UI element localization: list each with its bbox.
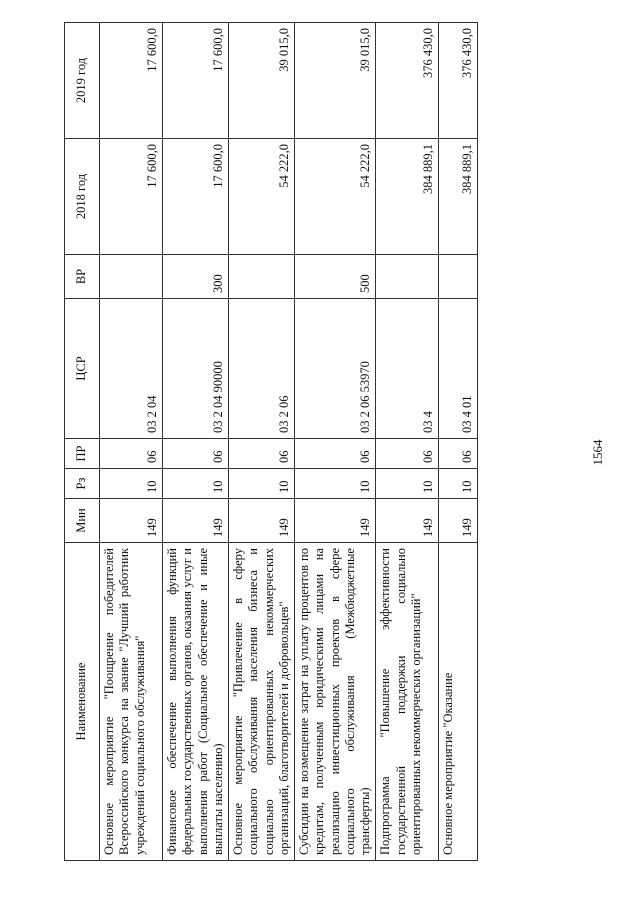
- row-2019: 39 015,0: [229, 23, 295, 139]
- row-2018: 384 889,1: [376, 139, 439, 255]
- table-row: [163, 23, 229, 861]
- row-name: Подпрограмма "Повышение эффективности государственной поддержки социально ориентированных некоммерческих организаций": [376, 543, 439, 861]
- header-2019: 2019 год: [65, 23, 100, 139]
- header-min: Мин: [65, 499, 100, 543]
- row-vr: [100, 255, 163, 299]
- row-csr: 03 4 01: [439, 299, 478, 439]
- row-pr: 06: [100, 439, 163, 469]
- row-rz: 10: [376, 469, 439, 499]
- row-vr: [229, 255, 295, 299]
- header-rz: Рз: [65, 469, 100, 499]
- table-row: [100, 23, 163, 861]
- row-2018: 54 222,0: [295, 139, 376, 255]
- page-number: 1564: [590, 439, 605, 466]
- row-2018: 54 222,0: [229, 139, 295, 255]
- row-pr: 06: [376, 439, 439, 469]
- row-vr: [439, 255, 478, 299]
- header-name: Наименование: [65, 543, 100, 861]
- header-vr: ВР: [65, 255, 100, 299]
- row-min: 149: [163, 499, 229, 543]
- row-rz: 10: [163, 469, 229, 499]
- row-csr: 03 2 04: [100, 299, 163, 439]
- row-2018: 17 600,0: [163, 139, 229, 255]
- header-csr: ЦСР: [65, 299, 100, 439]
- row-vr: 500: [295, 255, 376, 299]
- table-row: [229, 23, 295, 861]
- row-rz: 10: [295, 469, 376, 499]
- row-csr: 03 2 04 90000: [163, 299, 229, 439]
- row-min: 149: [295, 499, 376, 543]
- row-name: Субсидии на возмещение затрат на уплату процентов по кредитам, полученным юридическими лицами на реализацию инвестиционных проектов в сфере социального обслуживания (Межбюджетные трансферты): [295, 543, 376, 861]
- row-vr: 300: [163, 255, 229, 299]
- row-name: Основное мероприятие "Привлечение в сферу социального обслуживания населения бизнеса и социально ориентированных некоммерческих организаций, благотворителей и добровольцев": [229, 543, 295, 861]
- row-min: 149: [100, 499, 163, 543]
- row-rz: 10: [439, 469, 478, 499]
- table-row: [439, 23, 478, 861]
- table-header-row: [65, 23, 100, 861]
- row-2019: 376 430,0: [439, 23, 478, 139]
- row-rz: 10: [100, 469, 163, 499]
- row-name: Основное мероприятие "Оказание: [439, 543, 478, 861]
- row-pr: 06: [229, 439, 295, 469]
- row-pr: 06: [163, 439, 229, 469]
- row-csr: 03 2 06 53970: [295, 299, 376, 439]
- row-csr: 03 2 06: [229, 299, 295, 439]
- row-2019: 17 600,0: [163, 23, 229, 139]
- row-min: 149: [376, 499, 439, 543]
- row-2018: 17 600,0: [100, 139, 163, 255]
- row-rz: 10: [229, 469, 295, 499]
- budget-table: [64, 22, 478, 861]
- row-csr: 03 4: [376, 299, 439, 439]
- row-min: 149: [439, 499, 478, 543]
- row-2019: 39 015,0: [295, 23, 376, 139]
- row-2019: 17 600,0: [100, 23, 163, 139]
- row-name: Основное мероприятие "Поощрение победителей Всероссийского конкурса на звание "Лучший работник учреждений социального обслуживания": [100, 543, 163, 861]
- row-vr: [376, 255, 439, 299]
- row-name: Финансовое обеспечение выполнения функций федеральных государственных органов, оказания услуг и выполнения работ (Социальное обеспечение и иные выплаты населению): [163, 543, 229, 861]
- header-pr: ПР: [65, 439, 100, 469]
- row-pr: 06: [295, 439, 376, 469]
- table-row: [295, 23, 376, 861]
- row-2019: 376 430,0: [376, 23, 439, 139]
- header-2018: 2018 год: [65, 139, 100, 255]
- row-pr: 06: [439, 439, 478, 469]
- table-row: [376, 23, 439, 861]
- row-min: 149: [229, 499, 295, 543]
- row-2018: 384 889,1: [439, 139, 478, 255]
